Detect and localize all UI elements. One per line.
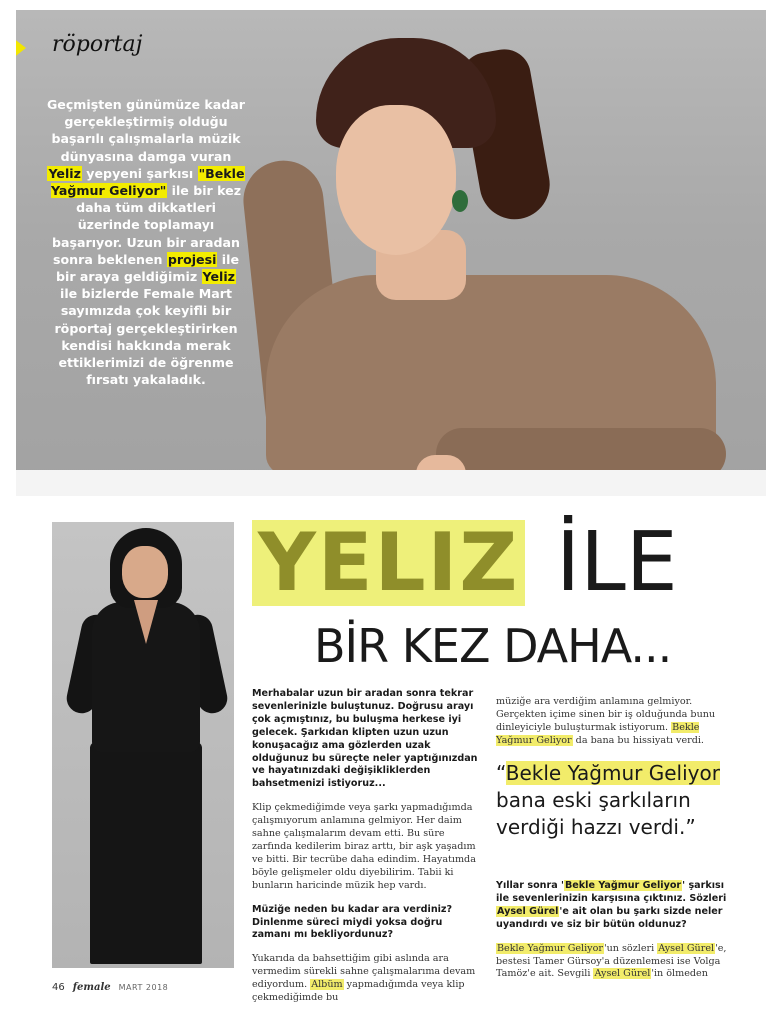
- magazine-brand: female: [72, 982, 111, 993]
- answer-text: Klip çekmediğimde veya şarkı yapmadığımda çalışmıyorum anlamına gelmiyor. Her daim sahne çalışmalarım devam etti. Bu süre zarfında kedilerim biraz arttı, bir aşk yaşadım ve bitti. Bir tecrübe daha edindim. Hayatımda böyle gelişmeler oldu diyebilirim. Tabii ki bunların haricinde müzik hep vardı.: [252, 802, 476, 891]
- pull-quote: [496, 760, 736, 841]
- intro-highlight: projesi: [167, 251, 217, 267]
- article-text: “: [496, 761, 506, 785]
- section-label: röportaj: [52, 32, 143, 57]
- intro-highlight: Yeliz: [202, 269, 235, 285]
- answer-text: yapmadığımda veya klip çekmediğimde bu: [252, 979, 465, 1004]
- page-footer: [52, 982, 168, 993]
- interview-question: [252, 904, 484, 943]
- answer-text: 'in ölmeden: [651, 968, 708, 980]
- article-column-2-bottom: [496, 880, 728, 992]
- question-text: Müziğe neden bu kadar ara verdiniz? Dinlenme süreci miydi yoksa doğru zamanı mı bekliyordunuz?: [252, 903, 453, 941]
- question-text: Merhabalar uzun bir aradan sonra tekrar sevenlerinizle buluştunuz. Doğrusu arayı çok açmıştınız, bu buluşma herkese iyi gelecek. Şarkıdan klipten uzun uzun konuşacağız ama gözlerden uzak olduğunuz bu süreçte neler yaptığınızdan ve hayatınızdaki değişikliklerden bahsetmenizi istiyoruz...: [252, 688, 478, 790]
- answer-highlight: Aysel Gürel: [658, 942, 715, 954]
- intro-highlight: "Bekle Yağmur Geliyor": [50, 165, 245, 199]
- headline-name-block: [252, 516, 525, 609]
- interview-answer: [252, 953, 484, 1005]
- answer-text: 'e, bestesi Tamer Gürsoy'a düzenlemesi ise Volga Tamöz'e ait. Sevgili: [496, 942, 727, 980]
- article-column-1: [252, 688, 484, 1016]
- question-highlight: Aysel Gürel: [497, 905, 559, 917]
- interview-question: [252, 688, 484, 791]
- answer-highlight: Bekle Yağmur Geliyor: [497, 942, 603, 954]
- article-column-2: [496, 696, 728, 759]
- intro-highlight: Yeliz: [48, 165, 81, 181]
- article-column-2-top: [496, 696, 728, 748]
- subheadline: BİR KEZ DAHA...: [314, 619, 672, 673]
- issue-date: MART 2018: [118, 983, 169, 992]
- portrait-face: [122, 546, 168, 598]
- answer-text: 'un sözleri: [603, 942, 658, 954]
- article-text: da bana bu hissiyatı verdi.: [572, 734, 704, 746]
- interview-question: [496, 880, 728, 932]
- intro-text: Geçmişten günümüze kadar gerçekleştirmiş olduğu başarılı çalışmalarla müzik dünyasına damga vuran: [46, 97, 246, 164]
- earring-icon: [452, 190, 468, 212]
- hero-photo: [16, 10, 766, 496]
- intro-text: yepyeni şarkısı: [81, 165, 198, 181]
- answer-text: Yukarıda da bahsettiğim gibi aslında ara vermedim sürekli sahne çalışmalarıma devam ediyordum.: [252, 953, 476, 991]
- question-highlight: Bekle Yağmur Geliyor: [564, 880, 682, 891]
- intro-text: ile bizlerde Female Mart sayımızda çok keyifli bir röportaj gerçekleştirirken kendisi hakkında merak ettiklerimizi de öğrenme fırsatı yakaladık.: [54, 286, 238, 388]
- portrait-jumpsuit-legs: [90, 742, 202, 964]
- intro-text: ile bir araya geldiğimiz: [56, 251, 239, 285]
- photo-face: [336, 105, 456, 255]
- article-text: bana eski şarkıların verdiği hazzı verdi.”: [496, 788, 696, 839]
- photo-table: [16, 470, 766, 496]
- intro-text: ile bir kez daha tüm dikkatleri üzerinde toplamayı başarıyor. Uzun bir aradan sonra beklenen: [52, 183, 242, 267]
- question-text: Yıllar sonra ': [496, 880, 564, 891]
- question-text: 'e ait olan bu şarkı sizde neler uyandırdı ve siz bir bütün oldunuz?: [496, 905, 723, 930]
- portrait-photo: [52, 522, 234, 968]
- interview-answer: [496, 943, 728, 982]
- headline-ile: İLE: [556, 515, 678, 610]
- section-marker-icon: [16, 28, 26, 68]
- article-text: müziğe ara verdiğim anlamına gelmiyor. Gerçekten içime sinen bir iş olduğunda bunu dinleyiciyle buluşturmak istiyorum.: [496, 696, 716, 733]
- article-highlight: Bekle Yağmur Geliyor: [505, 761, 720, 785]
- question-text: ' şarkısı ile sevenlerinizin karşısına çıktınız. Sözleri: [496, 880, 727, 904]
- answer-highlight: Albüm: [311, 979, 343, 991]
- interview-answer: [252, 802, 484, 892]
- headline-name: YELIZ: [258, 516, 520, 609]
- article-highlight: Bekle Yağmur Geliyor: [496, 721, 700, 746]
- page-number: 46: [52, 982, 65, 993]
- answer-highlight: Aysel Gürel: [594, 968, 651, 980]
- intro-paragraph: [46, 96, 246, 388]
